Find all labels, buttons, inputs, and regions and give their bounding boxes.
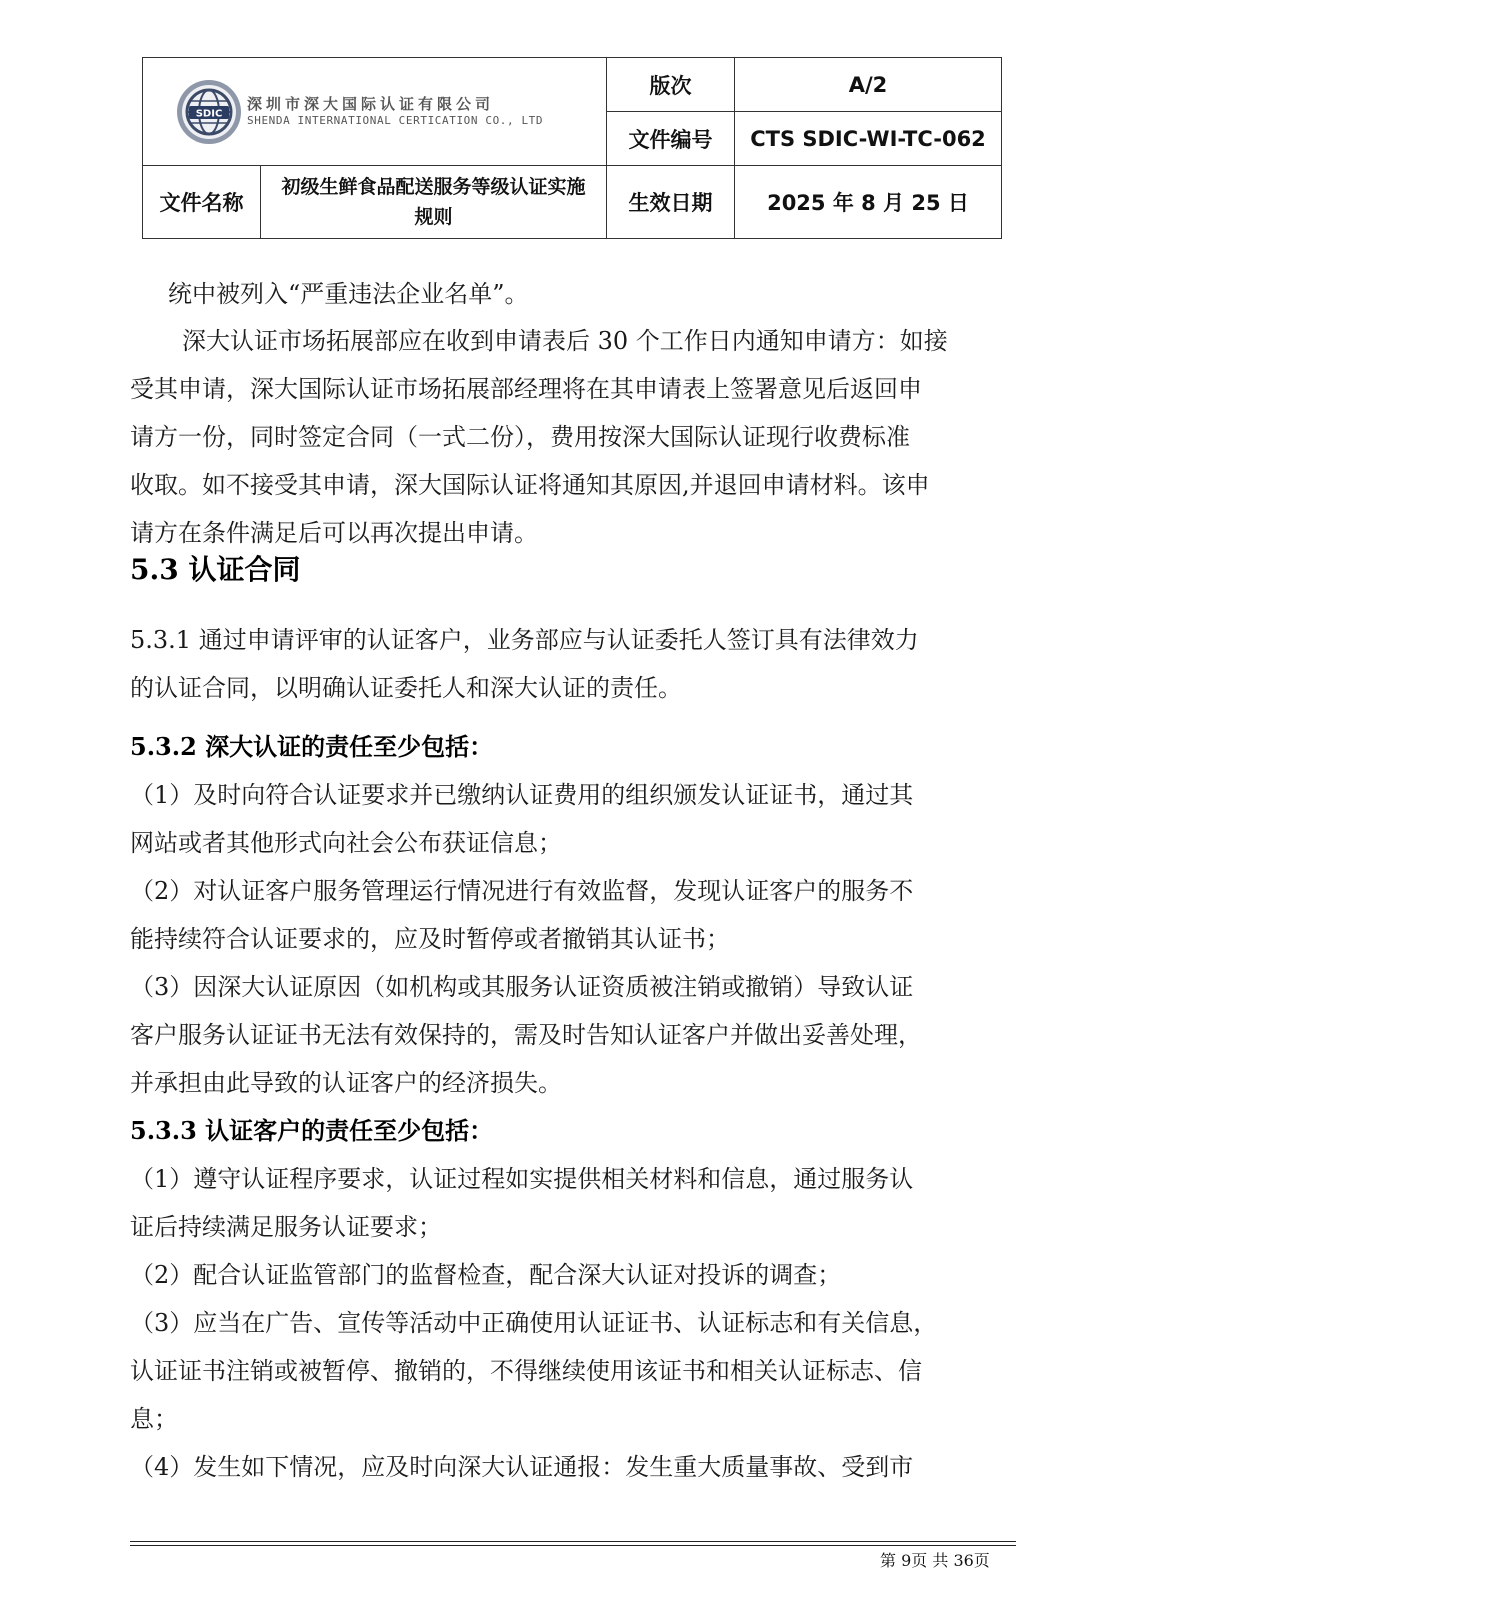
doc-name-line1: 初级生鲜食品配送服务等级认证实施: [281, 175, 586, 198]
company-name-cn: 深圳市深大国际认证有限公司: [247, 94, 495, 113]
list-item-line: （1）及时向符合认证要求并已缴纳认证费用的组织颁发认证证书，通过其: [130, 781, 914, 809]
version-label: 版次: [607, 58, 735, 112]
section-heading-5-3: 5.3 认证合同: [130, 553, 301, 586]
footer-divider: [130, 1545, 1016, 1546]
paragraph-line: 的认证合同，以明确认证委托人和深大认证的责任。: [130, 674, 682, 702]
version-value: A/2: [735, 58, 1002, 112]
list-item-line: （2）配合认证监管部门的监督检查，配合深大认证对投诉的调查；: [130, 1261, 842, 1289]
document-header-table: [142, 57, 1002, 239]
logo-text: SDIC: [195, 108, 223, 119]
list-item-line: 网站或者其他形式向社会公布获证信息；: [130, 829, 562, 857]
effective-date-label: 生效日期: [607, 166, 735, 239]
subsection-heading-5-3-2: 5.3.2 深大认证的责任至少包括：: [130, 732, 494, 761]
list-item-line: 能持续符合认证要求的，应及时暂停或者撤销其认证书；: [130, 925, 730, 953]
company-logo-cell: [143, 58, 607, 166]
company-logo-icon: [175, 78, 243, 146]
doc-name-line2: 规则: [414, 206, 453, 228]
paragraph-line: 收取。如不接受其申请，深大国际认证将通知其原因,并退回申请材料。该申: [130, 471, 930, 499]
footer-divider: [130, 1541, 1016, 1542]
paragraph-line: 深大认证市场拓展部应在收到申请表后 30 个工作日内通知申请方：如接: [182, 327, 948, 355]
doc-number-label: 文件编号: [607, 112, 735, 166]
list-item-line: （2）对认证客户服务管理运行情况进行有效监督，发现认证客户的服务不: [130, 877, 914, 905]
list-item-line: （4）发生如下情况，应及时向深大认证通报：发生重大质量事故、受到市: [130, 1453, 914, 1481]
list-item-line: 并承担由此导致的认证客户的经济损失。: [130, 1069, 562, 1097]
list-item-line: （3）因深大认证原因（如机构或其服务认证资质被注销或撤销）导致认证: [130, 973, 914, 1001]
effective-date-value: 2025 年 8 月 25 日: [735, 166, 1002, 239]
list-item-line: （3）应当在广告、宣传等活动中正确使用认证证书、认证标志和有关信息，: [130, 1309, 938, 1337]
doc-name-label: 文件名称: [143, 166, 261, 239]
company-name-en: SHENDA INTERNATIONAL CERTICATION CO., LTD: [247, 114, 544, 128]
list-item-line: 证后持续满足服务认证要求；: [130, 1213, 442, 1241]
doc-number-value: CTS SDIC-WI-TC-062: [735, 112, 1002, 166]
list-item-line: 客户服务认证证书无法有效保持的，需及时告知认证客户并做出妥善处理，: [130, 1021, 922, 1049]
doc-name-value: [261, 166, 607, 239]
list-item-line: 息；: [130, 1405, 178, 1433]
list-item-line: 认证证书注销或被暂停、撤销的，不得继续使用该证书和相关认证标志、信: [130, 1357, 922, 1385]
paragraph-line: 统中被列入“严重违法企业名单”。: [168, 280, 529, 308]
page-number: 第 9页 共 36页: [880, 1551, 990, 1570]
paragraph-line: 受其申请，深大国际认证市场拓展部经理将在其申请表上签署意见后返回申: [130, 375, 922, 403]
list-item-line: （1）遵守认证程序要求，认证过程如实提供相关材料和信息，通过服务认: [130, 1165, 914, 1193]
subsection-heading-5-3-3: 5.3.3 认证客户的责任至少包括：: [130, 1116, 494, 1145]
paragraph-line: 请方一份，同时签定合同（一式二份），费用按深大国际认证现行收费标准: [130, 423, 910, 451]
paragraph-line: 5.3.1 通过申请评审的认证客户，业务部应与认证委托人签订具有法律效力: [130, 626, 919, 654]
paragraph-line: 请方在条件满足后可以再次提出申请。: [130, 519, 538, 547]
